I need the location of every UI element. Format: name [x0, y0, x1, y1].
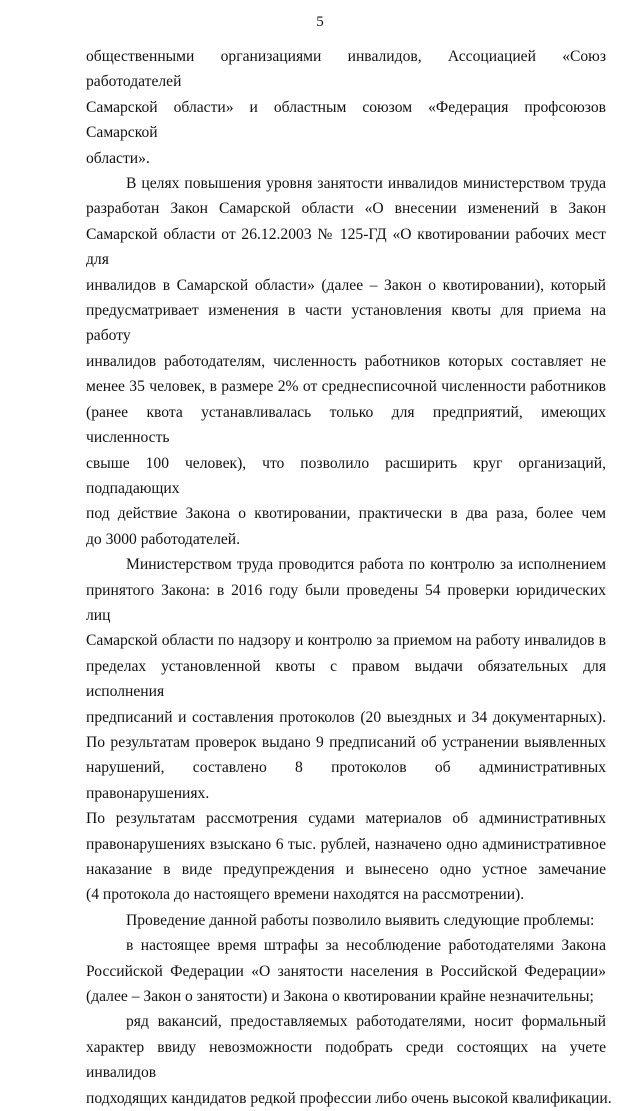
- page-number: 5: [316, 14, 324, 30]
- text-line: пределах установленной квоты с правом выдачи обязательных для исполнения: [86, 657, 606, 701]
- paragraph: [86, 1009, 612, 1111]
- text-line: (4 протокола до настоящего времени находятся на рассмотрении).: [86, 886, 525, 904]
- text-line: в настоящее время штрафы за несоблюдение работодателями Закона: [126, 937, 606, 955]
- text-line: ряд вакансий, предоставляемых работодателями, носит формальный: [126, 1013, 606, 1031]
- text-line: до 3000 работодателей.: [86, 530, 241, 548]
- text-line: области».: [86, 149, 150, 167]
- text-line: подходящих кандидатов редкой профессии либо очень высокой квалификации.: [86, 1089, 612, 1107]
- paragraph: [86, 44, 606, 171]
- text-line: принятого Закона: в 2016 году были проведены 54 проверки юридических лиц: [86, 581, 606, 624]
- text-line: По результатам рассмотрения судами материалов об административных: [86, 810, 606, 828]
- text-line: свыше 100 человек), что позволило расширить круг организаций, подпадающих: [86, 454, 606, 497]
- text-line: Самарской области по надзору и контролю за приемом на работу инвалидов в: [86, 632, 606, 650]
- text-line: наказание в виде предупреждения и вынесено одно устное замечание: [86, 861, 606, 878]
- text-line: По результатам проверок выдано 9 предписаний об устранении выявленных: [86, 733, 606, 751]
- text-line: предписаний и составления протоколов (20 выездных и 34 документарных).: [86, 708, 606, 726]
- text-line: менее 35 человек, в размере 2% от среднесписочной численности работников: [86, 378, 606, 396]
- text-line: В целях повышения уровня занятости инвалидов министерством труда: [126, 175, 606, 193]
- text-line: нарушений, составлено 8 протоколов об административных правонарушениях.: [86, 759, 606, 802]
- text-line: разработан Закон Самарской области «О внесении изменений в Закон: [86, 200, 606, 218]
- text-line: инвалидов в Самарской области» (далее – Закон о квотировании), который: [86, 276, 606, 294]
- paragraph: [86, 552, 606, 908]
- paragraph: [86, 908, 606, 933]
- paragraph: [86, 933, 606, 1009]
- text-line: Проведение данной работы позволило выявить следующие проблемы:: [126, 911, 595, 929]
- text-line: предусматривает изменения в части установления квоты для приема на работу: [86, 302, 606, 345]
- text-line: правонарушениях взыскано 6 тыс. рублей, назначено одно административное: [86, 835, 606, 853]
- text-line: инвалидов работодателям, численность работников которых составляет не: [86, 352, 606, 370]
- text-line: (ранее квота устанавливалась только для предприятий, имеющих численность: [86, 403, 606, 447]
- text-line: Самарской области» и областным союзом «Федерация профсоюзов Самарской: [86, 98, 606, 142]
- text-line: общественными организациями инвалидов, Ассоциацией «Союз работодателей: [86, 48, 606, 91]
- text-line: характер ввиду невозможности подобрать среди состоящих на учете инвалидов: [86, 1038, 606, 1082]
- text-line: (далее – Закон о занятости) и Закона о квотировании крайне незначительны;: [86, 988, 594, 1006]
- paragraph: [86, 171, 606, 552]
- text-line: под действие Закона о квотировании, практически в два раза, более чем: [86, 505, 606, 523]
- text-line: Министерством труда проводится работа по контролю за исполнением: [126, 556, 606, 574]
- document-body: [86, 44, 612, 1111]
- text-line: Российской Федерации «О занятости населения в Российской Федерации»: [86, 962, 606, 980]
- text-line: Самарской области от 26.12.2003 № 125-ГД «О квотировании рабочих мест для: [86, 225, 606, 269]
